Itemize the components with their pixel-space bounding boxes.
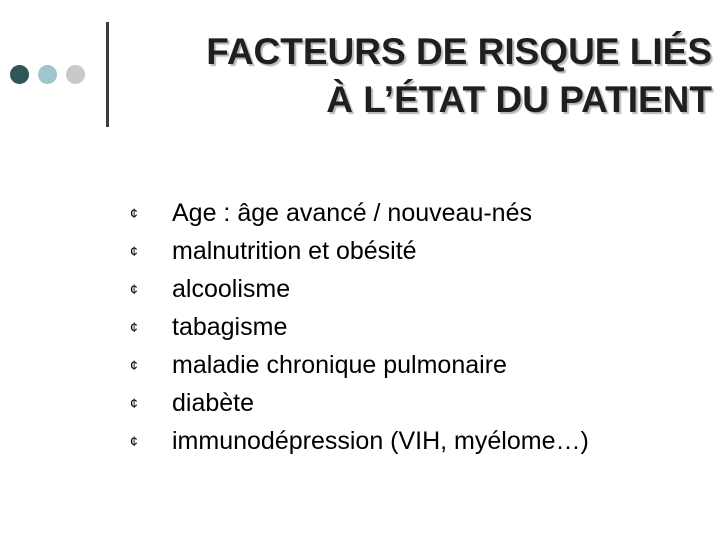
slide-title-line-2: À L’ÉTAT DU PATIENT	[326, 79, 712, 120]
dot-light-teal	[38, 65, 57, 84]
dot-gray	[66, 65, 85, 84]
title-divider-line	[106, 22, 109, 127]
bullet-text: diabète	[172, 389, 255, 417]
bullet-text: alcoolisme	[172, 275, 291, 303]
slide-title-line-1: FACTEURS DE RISQUE LIÉS	[206, 31, 712, 72]
bullet-text: malnutrition et obésité	[172, 237, 417, 265]
dot-dark-teal	[10, 65, 29, 84]
bullet-text: tabagisme	[172, 313, 288, 341]
bullet-icon: ¢	[130, 243, 138, 259]
bullet-icon: ¢	[130, 319, 138, 335]
bullet-text: immunodépression (VIH, myélome…)	[172, 427, 589, 455]
slide-title	[112, 28, 712, 124]
bullet-text: maladie chronique pulmonaire	[172, 351, 507, 379]
bullet-icon: ¢	[130, 395, 138, 411]
bullet-icon: ¢	[130, 433, 138, 449]
bullet-icon: ¢	[130, 357, 138, 373]
decorative-dots	[10, 65, 100, 85]
bullet-icon: ¢	[130, 205, 138, 221]
bullet-icon: ¢	[130, 281, 138, 297]
bullet-text: Age : âge avancé / nouveau-nés	[172, 199, 532, 227]
